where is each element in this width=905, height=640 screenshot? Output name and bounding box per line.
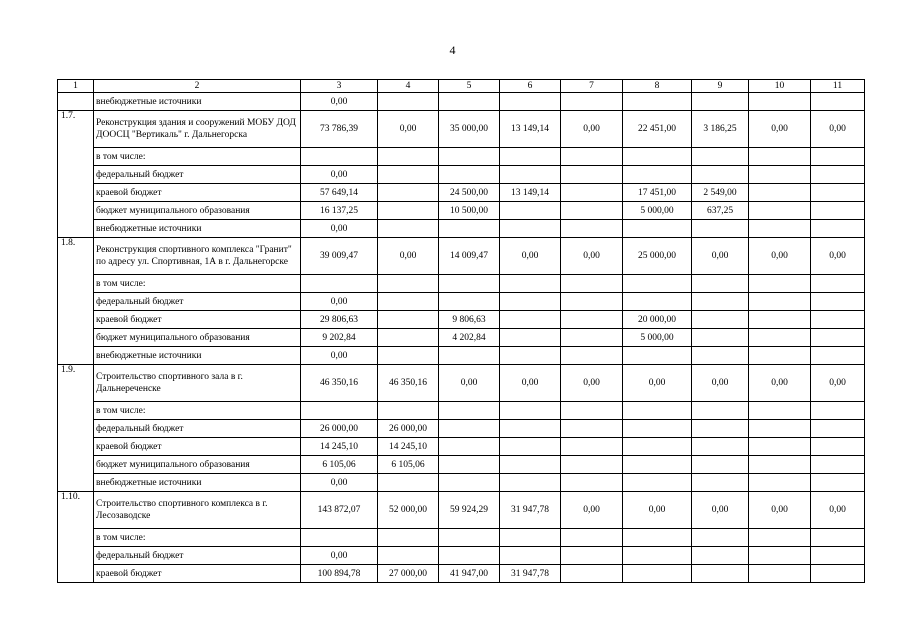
value-cell: [500, 166, 561, 184]
value-cell: [811, 220, 865, 238]
column-header: 8: [623, 80, 692, 93]
value-cell: 31 947,78: [500, 565, 561, 583]
value-cell: [749, 438, 811, 456]
value-cell: 0,00: [561, 492, 623, 529]
value-cell: [623, 166, 692, 184]
value-cell: 0,00: [561, 365, 623, 402]
column-header: 6: [500, 80, 561, 93]
value-cell: [749, 275, 811, 293]
value-cell: [561, 275, 623, 293]
value-cell: [561, 420, 623, 438]
table-row: [58, 293, 865, 311]
value-cell: [623, 93, 692, 111]
value-cell: [749, 293, 811, 311]
value-cell: 27 000,00: [378, 565, 439, 583]
value-cell: 0,00: [749, 365, 811, 402]
row-label: краевой бюджет: [94, 438, 301, 456]
value-cell: 6 105,06: [301, 456, 378, 474]
value-cell: 0,00: [749, 492, 811, 529]
value-cell: [301, 529, 378, 547]
value-cell: 10 500,00: [439, 202, 500, 220]
value-cell: [811, 402, 865, 420]
value-cell: [500, 293, 561, 311]
value-cell: [439, 456, 500, 474]
value-cell: [561, 184, 623, 202]
value-cell: [561, 402, 623, 420]
value-cell: [301, 402, 378, 420]
value-cell: [378, 166, 439, 184]
value-cell: [811, 547, 865, 565]
value-cell: 0,00: [301, 474, 378, 492]
table-row: [58, 547, 865, 565]
value-cell: 39 009,47: [301, 238, 378, 275]
value-cell: [692, 311, 749, 329]
value-cell: [749, 529, 811, 547]
value-cell: [692, 220, 749, 238]
table-row: [58, 184, 865, 202]
row-label: бюджет муниципального образования: [94, 202, 301, 220]
table-row: [58, 275, 865, 293]
table-row: [58, 347, 865, 365]
value-cell: [378, 529, 439, 547]
value-cell: [811, 275, 865, 293]
value-cell: [749, 347, 811, 365]
value-cell: [692, 347, 749, 365]
value-cell: [378, 184, 439, 202]
row-label: федеральный бюджет: [94, 420, 301, 438]
value-cell: 46 350,16: [301, 365, 378, 402]
value-cell: [500, 474, 561, 492]
value-cell: 0,00: [811, 492, 865, 529]
value-cell: [500, 329, 561, 347]
value-cell: [811, 420, 865, 438]
value-cell: [623, 293, 692, 311]
value-cell: 0,00: [749, 238, 811, 275]
value-cell: 0,00: [623, 365, 692, 402]
item-title: Строительство спортивного зала в г. Дальнереченске: [94, 365, 301, 402]
value-cell: [811, 329, 865, 347]
value-cell: [692, 565, 749, 583]
table-row: [58, 420, 865, 438]
value-cell: 35 000,00: [439, 111, 500, 148]
value-cell: [378, 148, 439, 166]
value-cell: 0,00: [301, 547, 378, 565]
value-cell: [500, 275, 561, 293]
value-cell: [561, 148, 623, 166]
value-cell: 637,25: [692, 202, 749, 220]
value-cell: [378, 293, 439, 311]
value-cell: 25 000,00: [623, 238, 692, 275]
value-cell: 0,00: [500, 365, 561, 402]
column-header: 4: [378, 80, 439, 93]
table-row: [58, 529, 865, 547]
value-cell: [623, 420, 692, 438]
value-cell: 0,00: [378, 111, 439, 148]
table-row: [58, 148, 865, 166]
column-header: 2: [94, 80, 301, 93]
value-cell: [749, 166, 811, 184]
value-cell: [749, 329, 811, 347]
value-cell: 24 500,00: [439, 184, 500, 202]
value-cell: [692, 438, 749, 456]
value-cell: [301, 275, 378, 293]
value-cell: 0,00: [692, 365, 749, 402]
row-index: 1.9.: [58, 365, 94, 492]
budget-table: [57, 79, 865, 583]
value-cell: [623, 529, 692, 547]
value-cell: [811, 184, 865, 202]
value-cell: [500, 311, 561, 329]
value-cell: [561, 166, 623, 184]
value-cell: [378, 93, 439, 111]
value-cell: [811, 474, 865, 492]
value-cell: [561, 547, 623, 565]
value-cell: 26 000,00: [378, 420, 439, 438]
value-cell: [561, 529, 623, 547]
value-cell: [561, 347, 623, 365]
value-cell: [623, 547, 692, 565]
value-cell: 3 186,25: [692, 111, 749, 148]
value-cell: [561, 438, 623, 456]
row-label: в том числе:: [94, 148, 301, 166]
value-cell: 46 350,16: [378, 365, 439, 402]
value-cell: [749, 93, 811, 111]
value-cell: [500, 456, 561, 474]
header-row: [58, 80, 865, 93]
value-cell: [561, 293, 623, 311]
value-cell: [561, 474, 623, 492]
value-cell: [561, 456, 623, 474]
value-cell: 73 786,39: [301, 111, 378, 148]
item-title: Реконструкция здания и сооружений МОБУ ДОД ДООСЦ "Вертикаль" г. Дальнегорска: [94, 111, 301, 148]
value-cell: [378, 547, 439, 565]
value-cell: [692, 402, 749, 420]
row-label: краевой бюджет: [94, 311, 301, 329]
value-cell: [811, 166, 865, 184]
value-cell: [692, 474, 749, 492]
value-cell: [378, 402, 439, 420]
value-cell: [378, 202, 439, 220]
value-cell: [439, 347, 500, 365]
value-cell: 9 202,84: [301, 329, 378, 347]
value-cell: [378, 474, 439, 492]
table-row: [58, 492, 865, 529]
row-label: в том числе:: [94, 275, 301, 293]
value-cell: 0,00: [623, 492, 692, 529]
value-cell: [811, 529, 865, 547]
value-cell: 59 924,29: [439, 492, 500, 529]
value-cell: 0,00: [692, 492, 749, 529]
row-label: бюджет муниципального образования: [94, 329, 301, 347]
item-title: Строительство спортивного комплекса в г. Лесозаводске: [94, 492, 301, 529]
value-cell: [811, 311, 865, 329]
value-cell: 13 149,14: [500, 184, 561, 202]
value-cell: [439, 293, 500, 311]
value-cell: 5 000,00: [623, 202, 692, 220]
value-cell: 13 149,14: [500, 111, 561, 148]
value-cell: [811, 202, 865, 220]
value-cell: [749, 547, 811, 565]
value-cell: [623, 565, 692, 583]
value-cell: 31 947,78: [500, 492, 561, 529]
value-cell: 0,00: [692, 238, 749, 275]
value-cell: [692, 529, 749, 547]
column-header: 11: [811, 80, 865, 93]
value-cell: [623, 347, 692, 365]
value-cell: [439, 166, 500, 184]
page-number: 4: [449, 43, 456, 57]
value-cell: [500, 347, 561, 365]
value-cell: 9 806,63: [439, 311, 500, 329]
value-cell: [749, 202, 811, 220]
value-cell: 5 000,00: [623, 329, 692, 347]
value-cell: [439, 529, 500, 547]
value-cell: [378, 220, 439, 238]
value-cell: 0,00: [301, 166, 378, 184]
value-cell: [439, 148, 500, 166]
row-index: [58, 93, 94, 111]
value-cell: [623, 456, 692, 474]
row-label: внебюджетные источники: [94, 220, 301, 238]
value-cell: [623, 474, 692, 492]
value-cell: [439, 420, 500, 438]
table-row: [58, 311, 865, 329]
value-cell: [749, 184, 811, 202]
table-row: [58, 402, 865, 420]
value-cell: 17 451,00: [623, 184, 692, 202]
value-cell: 4 202,84: [439, 329, 500, 347]
row-label: внебюджетные источники: [94, 347, 301, 365]
table-row: [58, 238, 865, 275]
row-label: краевой бюджет: [94, 184, 301, 202]
value-cell: 0,00: [749, 111, 811, 148]
value-cell: [749, 474, 811, 492]
value-cell: [500, 220, 561, 238]
value-cell: [439, 93, 500, 111]
value-cell: [749, 565, 811, 583]
value-cell: [500, 547, 561, 565]
value-cell: 2 549,00: [692, 184, 749, 202]
value-cell: [623, 220, 692, 238]
value-cell: [439, 438, 500, 456]
value-cell: [439, 220, 500, 238]
column-header: 9: [692, 80, 749, 93]
item-title: Реконструкция спортивного комплекса "Гранит" по адресу ул. Спортивная, 1А в г. Дальнегорске: [94, 238, 301, 275]
value-cell: [811, 565, 865, 583]
value-cell: [623, 148, 692, 166]
value-cell: [561, 329, 623, 347]
value-cell: [749, 148, 811, 166]
value-cell: 16 137,25: [301, 202, 378, 220]
row-label: федеральный бюджет: [94, 547, 301, 565]
value-cell: 41 947,00: [439, 565, 500, 583]
value-cell: 29 806,63: [301, 311, 378, 329]
value-cell: [692, 420, 749, 438]
value-cell: 0,00: [378, 238, 439, 275]
value-cell: 26 000,00: [301, 420, 378, 438]
value-cell: [439, 547, 500, 565]
table-row: [58, 456, 865, 474]
value-cell: [692, 166, 749, 184]
value-cell: [811, 456, 865, 474]
value-cell: [623, 275, 692, 293]
value-cell: 0,00: [301, 347, 378, 365]
table-row: [58, 438, 865, 456]
value-cell: [439, 275, 500, 293]
value-cell: 20 000,00: [623, 311, 692, 329]
value-cell: 0,00: [301, 93, 378, 111]
row-label: бюджет муниципального образования: [94, 456, 301, 474]
value-cell: [500, 93, 561, 111]
row-label: краевой бюджет: [94, 565, 301, 583]
value-cell: [692, 148, 749, 166]
value-cell: [749, 402, 811, 420]
value-cell: [439, 402, 500, 420]
table-row: [58, 220, 865, 238]
table-row: [58, 111, 865, 148]
value-cell: [301, 148, 378, 166]
value-cell: 0,00: [811, 238, 865, 275]
value-cell: [811, 347, 865, 365]
table-row: [58, 329, 865, 347]
value-cell: [500, 202, 561, 220]
row-label: в том числе:: [94, 402, 301, 420]
value-cell: [692, 93, 749, 111]
value-cell: [749, 420, 811, 438]
value-cell: 0,00: [500, 238, 561, 275]
value-cell: [378, 329, 439, 347]
value-cell: [378, 311, 439, 329]
value-cell: 14 245,10: [301, 438, 378, 456]
column-header: 1: [58, 80, 94, 93]
value-cell: 100 894,78: [301, 565, 378, 583]
row-index: 1.10.: [58, 492, 94, 583]
column-header: 3: [301, 80, 378, 93]
row-label: в том числе:: [94, 529, 301, 547]
value-cell: [749, 220, 811, 238]
table-row: [58, 93, 865, 111]
value-cell: [692, 547, 749, 565]
value-cell: [500, 529, 561, 547]
value-cell: 22 451,00: [623, 111, 692, 148]
value-cell: 0,00: [811, 365, 865, 402]
value-cell: 14 009,47: [439, 238, 500, 275]
value-cell: [749, 456, 811, 474]
value-cell: [692, 275, 749, 293]
column-header: 5: [439, 80, 500, 93]
value-cell: [500, 420, 561, 438]
value-cell: [692, 456, 749, 474]
row-label: федеральный бюджет: [94, 166, 301, 184]
value-cell: [811, 293, 865, 311]
row-index: 1.7.: [58, 111, 94, 238]
value-cell: [439, 474, 500, 492]
value-cell: [811, 93, 865, 111]
value-cell: 0,00: [811, 111, 865, 148]
value-cell: [561, 220, 623, 238]
table-row: [58, 202, 865, 220]
value-cell: [623, 402, 692, 420]
column-header: 10: [749, 80, 811, 93]
value-cell: 0,00: [301, 220, 378, 238]
value-cell: [378, 347, 439, 365]
value-cell: [378, 275, 439, 293]
value-cell: [692, 293, 749, 311]
table-row: [58, 565, 865, 583]
value-cell: 0,00: [439, 365, 500, 402]
row-label: федеральный бюджет: [94, 293, 301, 311]
value-cell: [561, 202, 623, 220]
value-cell: 52 000,00: [378, 492, 439, 529]
row-label: внебюджетные источники: [94, 93, 301, 111]
value-cell: [561, 93, 623, 111]
value-cell: 0,00: [561, 111, 623, 148]
value-cell: [623, 438, 692, 456]
value-cell: 143 872,07: [301, 492, 378, 529]
value-cell: 0,00: [561, 238, 623, 275]
value-cell: [811, 148, 865, 166]
value-cell: [561, 311, 623, 329]
table-row: [58, 474, 865, 492]
value-cell: 14 245,10: [378, 438, 439, 456]
value-cell: [500, 438, 561, 456]
row-index: 1.8.: [58, 238, 94, 365]
value-cell: [811, 438, 865, 456]
value-cell: [561, 565, 623, 583]
value-cell: 57 649,14: [301, 184, 378, 202]
table-row: [58, 365, 865, 402]
column-header: 7: [561, 80, 623, 93]
value-cell: [500, 402, 561, 420]
row-label: внебюджетные источники: [94, 474, 301, 492]
value-cell: [692, 329, 749, 347]
value-cell: [749, 311, 811, 329]
table-row: [58, 166, 865, 184]
value-cell: 6 105,06: [378, 456, 439, 474]
value-cell: 0,00: [301, 293, 378, 311]
value-cell: [500, 148, 561, 166]
